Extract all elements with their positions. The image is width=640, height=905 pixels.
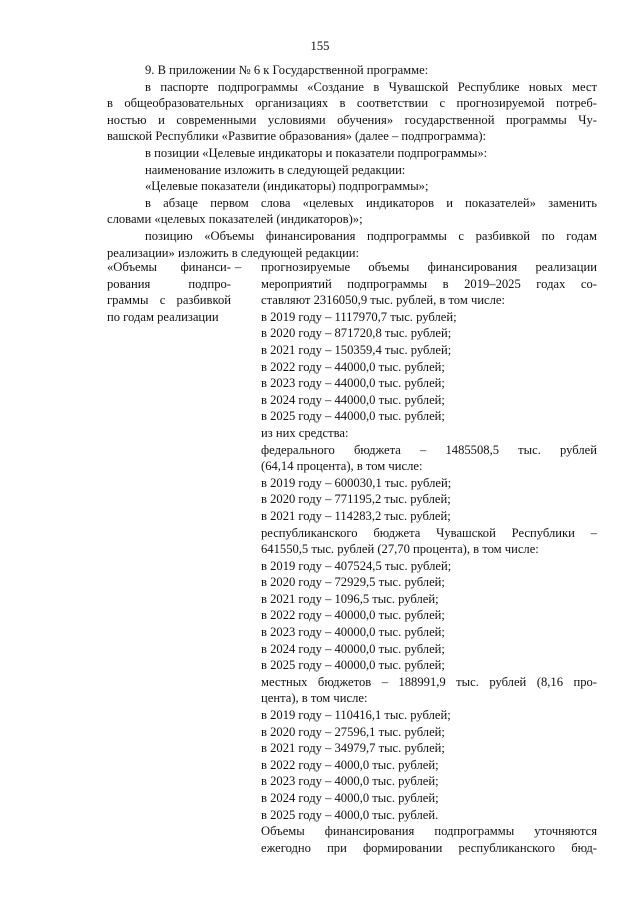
table-right-line: (64,14 процента), в том числе: [261,459,423,474]
table-right-line: 641550,5 тыс. рублей (27,70 процента), в том числе: [261,542,539,557]
intro-line: 9. В приложении № 6 к Государственной программе: [145,63,429,77]
table-right-line: в 2023 году – 4000,0 тыс. рублей; [261,774,439,789]
table-right-line: в 2021 году – 150359,4 тыс. рублей; [261,342,452,357]
table-left-line: рования подпро- [107,276,231,291]
table-right-line: в 2020 году – 27596,1 тыс. рублей; [261,724,445,739]
intro-line: в паспорте подпрограммы «Создание в Чувашской Республике новых мест [145,79,597,94]
table-right-line: прогнозируемые объемы финансирования реализации [261,260,597,274]
table-right-line: в 2020 году – 72929,5 тыс. рублей; [261,575,445,590]
table-right-line: в 2022 году – 4000,0 тыс. рублей; [261,757,439,772]
table-right-line: в 2022 году – 44000,0 тыс. рублей; [261,359,445,374]
intro-line: позицию «Объемы финансирования подпрограммы с разбивкой по годам [145,228,597,243]
table-right-line: из них средства: [261,425,349,440]
intro-line: в позиции «Целевые индикаторы и показатели подпрограммы»: [145,145,488,160]
table-right-line: в 2021 году – 1096,5 тыс. рублей; [261,591,439,606]
table-left-line: по годам реализации [107,309,219,324]
table-right-line: в 2019 году – 1117970,7 тыс. рублей; [261,309,457,324]
table-right-line: Объемы финансирования подпрограммы уточняются [261,824,597,839]
table-right-line: в 2020 году – 771195,2 тыс. рублей; [261,492,451,507]
intro-text [107,62,597,261]
table-right-column [261,259,597,856]
intro-line: ностью и современными условиями обучения» государственной программы Чу- [107,112,597,127]
table-right-line: цента), в том числе: [261,691,368,706]
table-right-line: в 2023 году – 40000,0 тыс. рублей; [261,625,445,640]
intro-line: в общеобразовательных организациях в соответствии с прогнозируемой потреб- [107,96,597,111]
table-right-line: в 2021 году – 114283,2 тыс. рублей; [261,508,451,523]
table-right-line: местных бюджетов – 188991,9 тыс. рублей (8,16 про- [261,674,597,689]
table-right-line: в 2019 году – 600030,1 тыс. рублей; [261,475,452,490]
table-right-line: федерального бюджета – 1485508,5 тыс. рублей [261,442,597,457]
table-left-line: граммы с разбивкой [107,293,231,308]
table-right-line: в 2025 году – 4000,0 тыс. рублей. [261,807,439,822]
table-right-line: республиканского бюджета Чувашской Республики – [261,525,597,540]
table-right-line: в 2021 году – 34979,7 тыс. рублей; [261,741,445,756]
intro-line: реализации» изложить в следующей редакции: [107,245,360,260]
table-left-line: «Объемы финанси- [107,260,231,274]
table-right-line: в 2024 году – 40000,0 тыс. рублей; [261,641,445,656]
table-right-line: в 2024 году – 4000,0 тыс. рублей; [261,791,439,805]
intro-line: наименование изложить в следующей редакции: [145,162,406,177]
table-right-line: в 2019 году – 110416,1 тыс. рублей; [261,708,451,723]
page-number: 155 [310,39,330,53]
table-right-line: ставляют 2316050,9 тыс. рублей, в том числе: [261,293,506,308]
table-right-line: в 2020 году – 871720,8 тыс. рублей; [261,326,452,341]
table-left-column [107,259,231,325]
intro-line: «Целевые показатели (индикаторы) подпрограммы»; [145,179,429,194]
intro-line: словами «целевых показателей (индикаторов)»; [107,212,363,227]
intro-line: вашской Республики «Развитие образования» (далее – подпрограмма): [107,129,487,144]
table-right-line: в 2022 году – 40000,0 тыс. рублей; [261,608,445,623]
table-right-line: ежегодно при формировании республиканского бюд- [261,840,597,855]
table-right-line: в 2023 году – 44000,0 тыс. рублей; [261,376,445,391]
table-right-line: в 2025 году – 40000,0 тыс. рублей; [261,658,445,673]
table-right-line: в 2025 году – 44000,0 тыс. рублей; [261,409,445,424]
table-dash: – [235,260,242,274]
table-right-line: мероприятий подпрограммы в 2019–2025 годах со- [261,276,597,291]
table-right-line: в 2024 году – 44000,0 тыс. рублей; [261,392,445,407]
table-right-line: в 2019 году – 407524,5 тыс. рублей; [261,558,452,573]
intro-line: в абзаце первом слова «целевых индикаторов и показателей» заменить [145,195,597,210]
